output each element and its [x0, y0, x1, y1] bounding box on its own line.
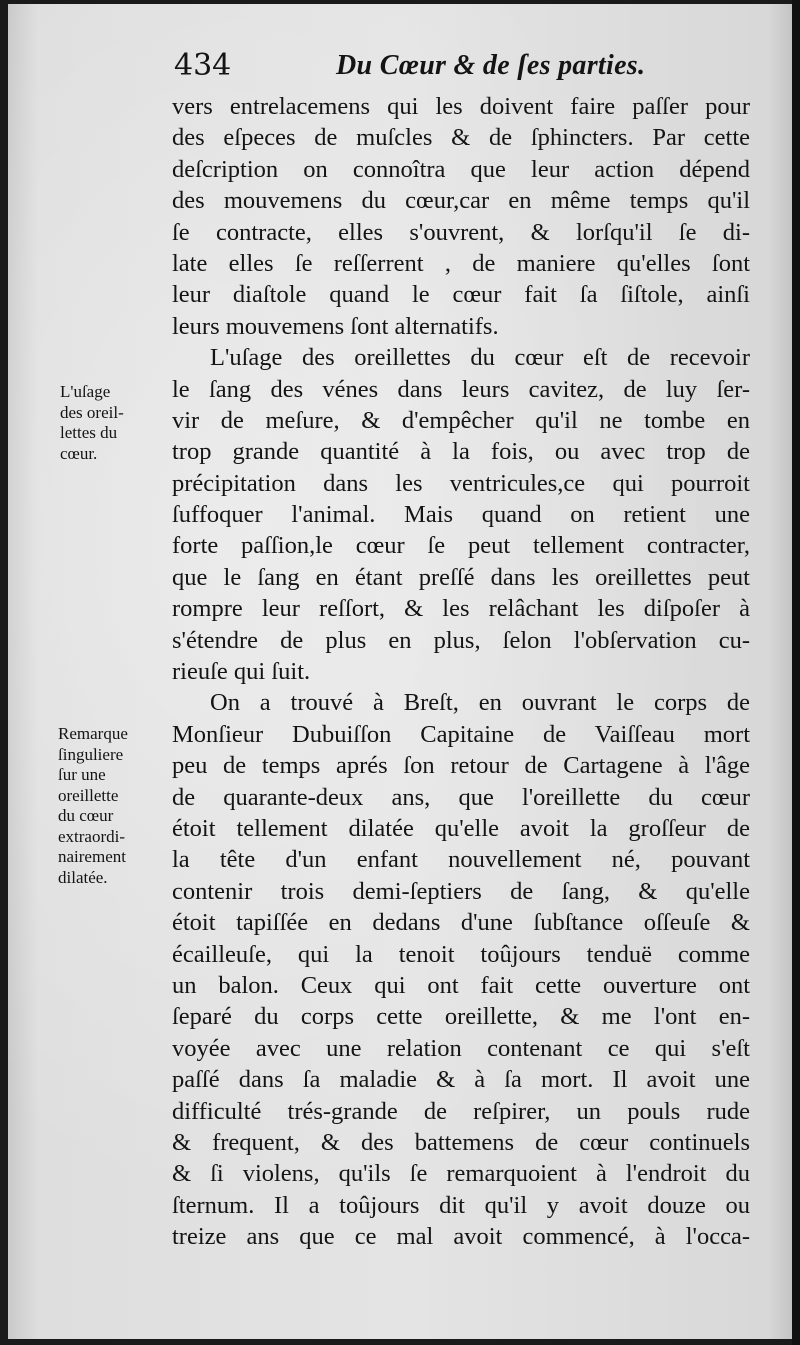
text-line: trop grande quantité à la fois, ou avec trop de — [172, 438, 750, 466]
text-line: précipitation dans les ventricules,ce qui pourroit — [172, 469, 750, 497]
margin-note-line: Remarque — [58, 724, 128, 743]
text-line: & ſi violens, qu'ils ſe remarquoient à l'endroit du — [172, 1160, 750, 1188]
running-head — [174, 48, 754, 92]
margin-note-line: des oreil- — [60, 402, 124, 422]
text-line: un balon. Ceux qui ont fait cette ouverture ont — [172, 971, 750, 999]
margin-note-line: cœur. — [60, 443, 98, 463]
body-text — [172, 91, 750, 1252]
text-line: treize ans que ce mal avoit commencé, à l'occa- — [172, 1223, 750, 1251]
text-line: contenir trois demi-ſeptiers de ſang, & qu'elle — [172, 877, 750, 905]
text-line: que le ſang en étant preſſé dans les oreillettes peut — [172, 563, 750, 591]
text-line: ſeparé du corps cette oreillette, & me l'ont en- — [172, 1003, 750, 1031]
text-line: L'uſage des oreillettes du cœur eſt de recevoir — [210, 344, 750, 372]
text-line: difficulté trés-grande de reſpirer, un pouls rude — [172, 1097, 750, 1125]
page-number: 434 — [174, 48, 232, 83]
margin-note-remark — [58, 724, 128, 888]
text-line: étoit tapiſſée en dedans d'une ſubſtance oſſeuſe & — [172, 909, 750, 937]
text-line: ſuffoquer l'animal. Mais quand on retient une — [172, 501, 750, 529]
text-line: late elles ſe reſſerrent , de maniere qu'elles ſont — [172, 249, 750, 277]
text-line: forte paſſion,le cœur ſe peut tellement contracter, — [172, 532, 750, 560]
text-line: écailleuſe, qui la tenoit toûjours tenduë comme — [172, 940, 750, 968]
text-line: peu de temps aprés ſon retour de Cartagene à l'âge — [172, 752, 750, 780]
margin-note-line: ſur une — [58, 765, 106, 784]
book-page — [8, 4, 800, 1339]
margin-note-line: nairement — [58, 847, 126, 866]
text-line: leurs mouvemens ſont alternatifs. — [172, 312, 499, 340]
margin-note-line: L'uſage — [60, 382, 111, 401]
text-line: vers entrelacemens qui les doivent faire paſſer pour — [172, 93, 750, 120]
margin-note-line: oreillette — [58, 785, 119, 805]
text-line: leur diaſtole quand le cœur fait ſa ſiſtole, ainſi — [172, 281, 750, 309]
text-line: des eſpeces de muſcles & de ſphincters. Par cette — [172, 124, 750, 152]
text-line: & frequent, & des battemens de cœur continuels — [172, 1128, 750, 1156]
text-line: rompre leur reſſort, & les relâchant les diſpoſer à — [172, 595, 750, 623]
text-line: voyée avec une relation contenant ce qui s'eſt — [172, 1034, 750, 1062]
text-line: deſcription on connoîtra que leur action dépend — [172, 155, 750, 183]
margin-note-line: dilatée. — [58, 867, 108, 887]
text-line: la tête d'un enfant nouvellement né, pouvant — [172, 846, 750, 874]
text-line: le ſang des vénes dans leurs cavitez, de luy ſer- — [172, 375, 750, 403]
margin-note-line: ſinguliere — [58, 744, 124, 764]
text-line: étoit tellement dilatée qu'elle avoit la groſſeur de — [172, 814, 750, 842]
text-line: vir de meſure, & d'empêcher qu'il ne tombe en — [172, 406, 750, 434]
text-line: de quarante-deux ans, que l'oreillette du cœur — [172, 783, 750, 811]
text-line: ſe contracte, elles s'ouvrent, & lorſqu'il ſe di- — [172, 218, 750, 246]
text-line: paſſé dans ſa maladie & à ſa mort. Il avoit une — [172, 1066, 750, 1094]
margin-note-usage — [60, 382, 124, 464]
text-line: des mouvemens du cœur,car en même temps qu'il — [172, 187, 750, 215]
text-line: ſternum. Il a toûjours dit qu'il y avoit douze ou — [172, 1191, 750, 1219]
text-line: Monſieur Dubuiſſon Capitaine de Vaiſſeau mort — [172, 720, 750, 748]
margin-note-line: extraordi- — [58, 826, 126, 846]
text-line: rieuſe qui ſuit. — [172, 658, 311, 686]
margin-note-line: lettes du — [60, 423, 118, 442]
margin-note-line: du cœur — [58, 806, 114, 825]
text-line: On a trouvé à Breſt, en ouvrant le corps de — [210, 689, 750, 717]
scan-edge — [792, 0, 800, 1345]
running-title: Du Cœur & de ſes parties. — [336, 50, 646, 81]
text-line: s'étendre de plus en plus, ſelon l'obſervation cu- — [172, 626, 750, 654]
